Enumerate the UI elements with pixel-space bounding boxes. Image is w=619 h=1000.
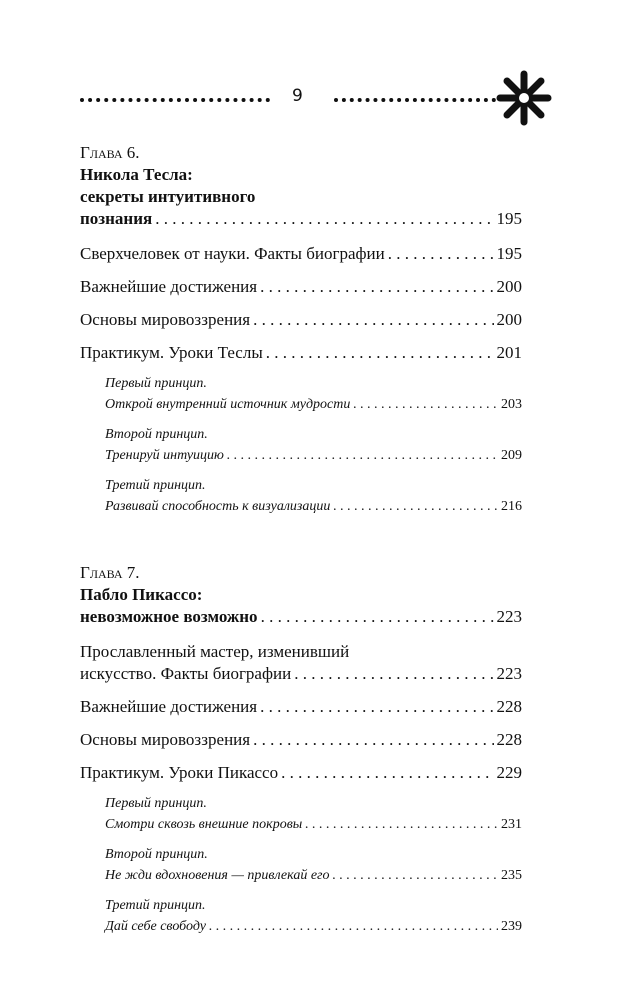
principle-title: Смотри сквозь внешние покровы xyxy=(105,817,303,832)
principle-entry[interactable] xyxy=(105,793,522,835)
page-ref: 223 xyxy=(496,607,522,626)
dot-leader xyxy=(260,276,493,298)
dot-leader xyxy=(155,208,493,230)
toc-entry[interactable] xyxy=(80,276,522,298)
page-ref: 201 xyxy=(496,343,522,362)
chapter-title-line: Никола Тесла: xyxy=(80,165,193,184)
principle-entry[interactable] xyxy=(105,475,522,517)
page-number: 9 xyxy=(292,86,303,106)
dot-leader xyxy=(353,394,498,415)
toc-entry[interactable] xyxy=(80,729,522,751)
chapter-title-last: познания xyxy=(80,209,153,228)
page-ref: 223 xyxy=(496,664,522,683)
dot-leader xyxy=(266,342,494,364)
principle-entry[interactable] xyxy=(105,424,522,466)
toc-entry[interactable] xyxy=(80,696,522,718)
dot-leader xyxy=(260,696,493,718)
principle-title: Дай себе свободу xyxy=(105,919,206,934)
principle-title: Тренируй интуицию xyxy=(105,448,224,463)
toc-entry[interactable] xyxy=(80,309,522,331)
page-ref: 200 xyxy=(496,310,522,329)
principle-entry[interactable] xyxy=(105,373,522,415)
entry-title: Важнейшие достижения xyxy=(80,277,258,296)
entry-title: Сверхчеловек от науки. Факты биографии xyxy=(80,244,385,263)
page-ref: 229 xyxy=(496,763,522,782)
chapter-6 xyxy=(80,142,522,517)
dotted-rule-left xyxy=(80,98,270,102)
asterisk-ornament-icon xyxy=(496,70,552,126)
page-ref: 235 xyxy=(501,868,522,883)
chapter-label: Глава 6. xyxy=(80,143,140,162)
dot-leader xyxy=(261,606,494,628)
page-ref: 200 xyxy=(496,277,522,296)
dot-leader xyxy=(294,663,493,685)
principle-label: Первый принцип. xyxy=(105,796,207,811)
dot-leader xyxy=(333,865,498,886)
principle-title: Не жди вдохновения — привлекай его xyxy=(105,868,330,883)
table-of-contents xyxy=(80,142,522,937)
page-ref: 209 xyxy=(501,448,522,463)
entry-title: Основы мировоззрения xyxy=(80,310,251,329)
chapter-title-entry[interactable] xyxy=(80,606,522,628)
principle-entry[interactable] xyxy=(105,844,522,886)
page-ref: 195 xyxy=(496,244,522,263)
page-header xyxy=(80,70,550,130)
page-ref: 203 xyxy=(501,397,522,412)
chapter-title-line: секреты интуитивного xyxy=(80,187,256,206)
principle-title: Открой внутренний источник мудрости xyxy=(105,397,351,412)
page-ref: 195 xyxy=(496,209,522,228)
principle-label: Третий принцип. xyxy=(105,898,206,913)
dot-leader xyxy=(253,309,493,331)
entry-title: Практикум. Уроки Теслы xyxy=(80,343,263,362)
page-ref: 228 xyxy=(496,697,522,716)
principle-label: Третий принцип. xyxy=(105,478,206,493)
principle-label: Второй принцип. xyxy=(105,427,208,442)
chapter-label: Глава 7. xyxy=(80,563,140,582)
entry-title: искусство. Факты биографии xyxy=(80,664,292,683)
page-ref: 216 xyxy=(501,499,522,514)
chapter-title-entry[interactable] xyxy=(80,208,522,230)
chapter-title-last: невозможное возможно xyxy=(80,607,258,626)
entry-title: Практикум. Уроки Пикассо xyxy=(80,763,279,782)
page-ref: 231 xyxy=(501,817,522,832)
dot-leader xyxy=(305,814,498,835)
dot-leader xyxy=(227,445,498,466)
toc-entry[interactable] xyxy=(80,762,522,784)
principle-title: Развивай способность к визуализации xyxy=(105,499,331,514)
entry-title-line: Прославленный мастер, изменивший xyxy=(80,642,350,661)
dot-leader xyxy=(333,496,498,517)
page-ref: 239 xyxy=(501,919,522,934)
page-ref: 228 xyxy=(496,730,522,749)
principle-entry[interactable] xyxy=(105,895,522,937)
chapter-title-line: Пабло Пикассо: xyxy=(80,585,203,604)
dot-leader xyxy=(388,243,494,265)
entry-title: Важнейшие достижения xyxy=(80,697,258,716)
dot-leader xyxy=(209,916,498,937)
toc-entry[interactable] xyxy=(80,641,522,685)
entry-title: Основы мировоззрения xyxy=(80,730,251,749)
dot-leader xyxy=(281,762,493,784)
principle-label: Второй принцип. xyxy=(105,847,208,862)
toc-entry[interactable] xyxy=(80,342,522,364)
principle-label: Первый принцип. xyxy=(105,376,207,391)
chapter-7 xyxy=(80,562,522,937)
dotted-rule-right xyxy=(334,98,496,102)
dot-leader xyxy=(253,729,493,751)
toc-entry[interactable] xyxy=(80,243,522,265)
